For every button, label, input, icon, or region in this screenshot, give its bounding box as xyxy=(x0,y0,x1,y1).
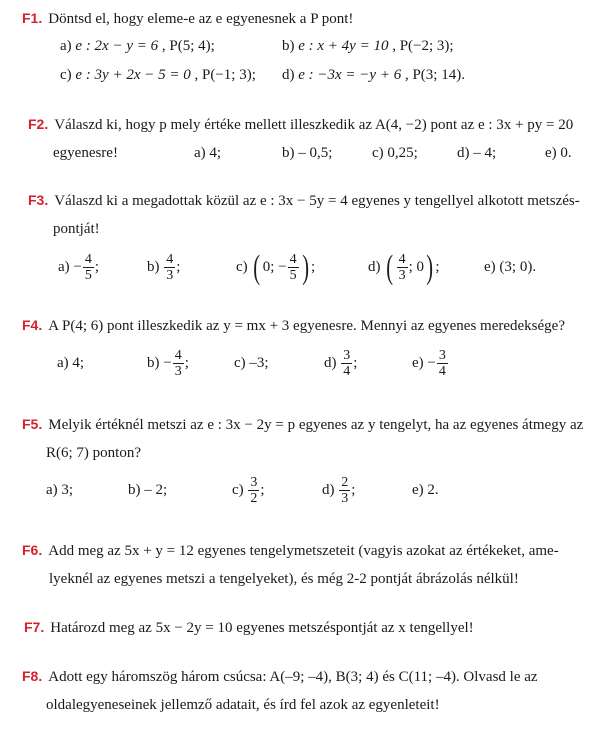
f3-option-d: d) ( $\frac{4}{3}$ ; 0) ; xyxy=(368,248,440,286)
f5-option-d: d) $\frac{2}{3}$ ; xyxy=(322,475,356,506)
f5-option-e: e) 2. xyxy=(412,482,439,498)
f2-option-d: d) – 4; xyxy=(457,145,497,161)
problem-label: F1. xyxy=(22,10,43,26)
f3-option-e: e) (3; 0). xyxy=(484,259,537,275)
problem-text: Döntsd el, hogy eleme-e az e egyenesnek a P pont! xyxy=(48,11,354,27)
problem-label: F4. xyxy=(22,317,43,333)
problem-f5-statement xyxy=(22,415,583,434)
problem-label: F7. xyxy=(24,619,45,635)
problem-text-continued: oldalegyeneseinek jellemző adatait, és írd fel azok az egyenleteit! xyxy=(46,697,440,713)
f1-option-a: a) e : 2x − y = 6 , P(5; 4); xyxy=(60,38,215,54)
f5-option-b: b) – 2; xyxy=(128,482,168,498)
problem-f3-statement xyxy=(28,191,580,210)
f4-option-c: c) –3; xyxy=(234,355,269,371)
f1-option-b: b) e : x + 4y = 10 , P(−2; 3); xyxy=(282,38,454,54)
problem-label: F6. xyxy=(22,542,43,558)
f2-option-a: a) 4; xyxy=(194,145,222,161)
problem-text: A P(4; 6) pont illeszkedik az y = mx + 3 egyenesre. Mennyi az egyenes meredeksége? xyxy=(48,318,565,334)
f3-option-a: a) − $\frac{4}{5}$ ; xyxy=(58,252,100,283)
f5-option-c: c) $\frac{3}{2}$ ; xyxy=(232,475,265,506)
problem-text-continued: pontját! xyxy=(53,221,100,237)
problem-text: Adott egy háromszög három csúcsa: A(–9; –4), B(3; 4) és C(11; –4). Olvasd le az xyxy=(48,669,538,685)
problem-text-continued: lyeknél az egyenes metszi a tengelyeket), és még 2-2 pontját ábrázolás nélkül! xyxy=(49,571,519,587)
problem-label: F3. xyxy=(28,192,49,208)
f2-option-c: c) 0,25; xyxy=(372,145,418,161)
problem-label: F8. xyxy=(22,668,43,684)
f4-option-b: b) − $\frac{4}{3}$ ; xyxy=(147,348,189,379)
problem-text-continued: R(6; 7) ponton? xyxy=(46,445,141,461)
f3-option-c: c) ( 0; − $\frac{4}{5}$ ) ; xyxy=(236,248,316,286)
problem-f6-statement xyxy=(22,541,559,560)
f1-option-d: d) e : −3x = −y + 6 , P(3; 14). xyxy=(282,67,465,83)
problem-label: F5. xyxy=(22,416,43,432)
problem-text: Válaszd ki, hogy p mely értéke mellett illeszkedik az A(4, −2) pont az e : 3x + py = 20 xyxy=(54,117,574,133)
f2-option-e: e) 0. xyxy=(545,145,572,161)
problem-text: Melyik értéknél metszi az e : 3x − 2y = p egyenes az y tengelyt, ha az egyenes átmegy az xyxy=(48,417,584,433)
problem-text: Határozd meg az 5x − 2y = 10 egyenes metszéspontját az x tengellyel! xyxy=(50,620,474,636)
problem-f7-statement xyxy=(24,618,474,637)
f4-option-e: e) − $\frac{3}{4}$ xyxy=(412,348,446,379)
problem-f8-statement xyxy=(22,667,538,686)
problem-text: Add meg az 5x + y = 12 egyenes tengelymetszeteit (vagyis azokat az értékeket, ame- xyxy=(48,543,559,559)
problem-f2-statement xyxy=(28,115,573,134)
problem-f4-statement xyxy=(22,316,565,335)
f3-option-b: b) $\frac{4}{3}$ ; xyxy=(147,252,181,283)
problem-text-continued: egyenesre! xyxy=(53,145,118,161)
f5-option-a: a) 3; xyxy=(46,482,74,498)
f4-option-a: a) 4; xyxy=(57,355,85,371)
problem-text: Válaszd ki a megadottak közül az e : 3x − 5y = 4 egyenes y tengellyel alkotott metszés- xyxy=(54,193,580,209)
problem-label: F2. xyxy=(28,116,49,132)
f2-option-b: b) – 0,5; xyxy=(282,145,333,161)
problem-f1-statement xyxy=(22,9,353,28)
f4-option-d: d) $\frac{3}{4}$ ; xyxy=(324,348,358,379)
f1-option-c: c) e : 3y + 2x − 5 = 0 , P(−1; 3); xyxy=(60,67,256,83)
